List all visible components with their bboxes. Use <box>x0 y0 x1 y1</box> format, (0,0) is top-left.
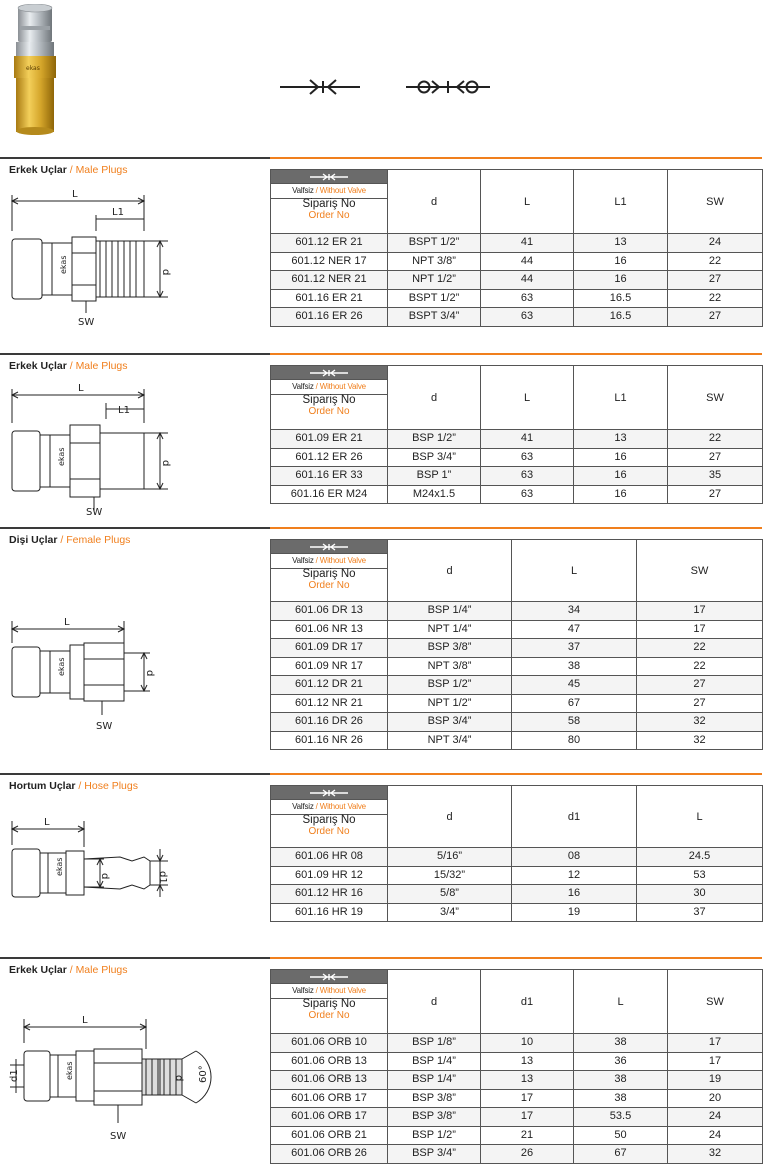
column-header: d <box>388 366 481 430</box>
column-header: L <box>512 540 637 602</box>
order-no-cell: 601.12 ER 26 <box>271 448 388 467</box>
spec-cell: 34 <box>512 602 637 621</box>
svg-text:d: d <box>160 460 171 467</box>
spec-cell: 41 <box>481 430 574 449</box>
without-valve-label: Valfsiz / Without Valve <box>271 800 387 815</box>
spec-cell: BSP 3/4” <box>388 1145 481 1164</box>
spec-cell: 16 <box>574 467 668 486</box>
order-no-cell: 601.06 NR 13 <box>271 620 388 639</box>
column-header: SW <box>668 170 763 234</box>
spec-cell: M24x1.5 <box>388 485 481 504</box>
spec-cell: 35 <box>668 467 763 486</box>
spec-cell: 47 <box>512 620 637 639</box>
table-row <box>271 308 763 327</box>
spec-cell: 22 <box>637 657 763 676</box>
section-rule-accent <box>270 527 762 529</box>
order-no-cell: 601.06 ORB 17 <box>271 1089 388 1108</box>
svg-text:SW: SW <box>96 721 113 732</box>
svg-text:SW: SW <box>78 317 95 328</box>
column-header: SW <box>668 366 763 430</box>
spec-cell: 17 <box>637 620 763 639</box>
spec-cell: 16 <box>574 485 668 504</box>
column-header: SW <box>637 540 763 602</box>
column-header: d <box>388 170 481 234</box>
table-row <box>271 885 763 904</box>
column-header: L <box>481 170 574 234</box>
table-row <box>271 448 763 467</box>
section-title: Dişi Uçlar / Female Plugs <box>9 534 131 546</box>
product-photo <box>4 4 66 136</box>
spec-cell: 17 <box>481 1108 574 1127</box>
spec-cell: 16.5 <box>574 308 668 327</box>
spec-cell: 27 <box>668 485 763 504</box>
section-rule-accent <box>270 773 762 775</box>
order-no-label: Sipariş No Order No <box>302 198 356 221</box>
spec-cell: 20 <box>668 1089 763 1108</box>
svg-text:SW: SW <box>86 507 103 518</box>
spec-cell: 37 <box>512 639 637 658</box>
order-no-cell: 601.09 HR 12 <box>271 866 388 885</box>
table-row <box>271 1052 763 1071</box>
column-header: d <box>388 786 512 848</box>
coupling-symbol-icon <box>271 540 387 554</box>
spec-cell: 53 <box>637 866 763 885</box>
order-no-label: Sipariş No Order No <box>302 814 356 837</box>
spec-cell: 32 <box>637 713 763 732</box>
order-no-cell: 601.06 ORB 26 <box>271 1145 388 1164</box>
spec-cell: 27 <box>668 308 763 327</box>
order-no-cell: 601.12 NER 21 <box>271 271 388 290</box>
order-no-cell: 601.09 DR 17 <box>271 639 388 658</box>
svg-text:ekas: ekas <box>57 447 66 466</box>
table-row <box>271 866 763 885</box>
spec-cell: 21 <box>481 1126 574 1145</box>
without-valve-label: Valfsiz / Without Valve <box>271 554 387 569</box>
order-no-cell: 601.06 ORB 21 <box>271 1126 388 1145</box>
spec-cell: 30 <box>637 885 763 904</box>
spec-cell: 27 <box>637 694 763 713</box>
table-row <box>271 620 763 639</box>
spec-cell: 38 <box>574 1071 668 1090</box>
spec-cell: 37 <box>637 903 763 922</box>
svg-text:L: L <box>82 1015 88 1026</box>
spec-cell: NPT 3/8” <box>388 252 481 271</box>
order-no-cell: 601.16 ER M24 <box>271 485 388 504</box>
table-row <box>271 639 763 658</box>
orb-male-plug-drawing <box>0 979 268 1164</box>
spec-cell: 5/16” <box>388 848 512 867</box>
column-header: L1 <box>574 366 668 430</box>
section-title: Erkek Uçlar / Male Plugs <box>9 164 128 176</box>
svg-text:d1: d1 <box>9 1069 20 1082</box>
section-rule <box>0 353 270 355</box>
spec-table <box>270 365 763 504</box>
section-rule-accent <box>270 157 762 159</box>
coupling-without-valve-symbol <box>280 80 360 94</box>
coupling-symbol-icon <box>271 170 387 184</box>
coupling-symbol-icon <box>271 786 387 800</box>
table-row <box>271 430 763 449</box>
column-header: d <box>388 540 512 602</box>
spec-cell: 13 <box>481 1052 574 1071</box>
male-plug-drawing <box>0 179 268 329</box>
table-row <box>271 657 763 676</box>
order-no-header <box>271 970 388 1034</box>
spec-cell: 24 <box>668 1126 763 1145</box>
spec-cell: 22 <box>668 252 763 271</box>
order-no-cell: 601.06 ORB 10 <box>271 1034 388 1053</box>
spec-cell: 50 <box>574 1126 668 1145</box>
spec-cell: 67 <box>512 694 637 713</box>
coupling-with-valve-symbol <box>406 81 490 93</box>
spec-cell: 13 <box>481 1071 574 1090</box>
spec-cell: 19 <box>512 903 637 922</box>
spec-cell: 44 <box>481 252 574 271</box>
column-header: d <box>388 970 481 1034</box>
spec-cell: BSP 1/8” <box>388 1034 481 1053</box>
svg-text:ekas: ekas <box>65 1061 74 1080</box>
section-rule-accent <box>270 957 762 959</box>
table-row <box>271 602 763 621</box>
spec-cell: 27 <box>668 448 763 467</box>
spec-cell: 16.5 <box>574 289 668 308</box>
spec-cell: 22 <box>668 430 763 449</box>
order-no-label: Sipariş No Order No <box>302 568 356 591</box>
male-plug-drawing <box>0 375 268 520</box>
order-no-cell: 601.06 ORB 13 <box>271 1052 388 1071</box>
spec-cell: 17 <box>637 602 763 621</box>
spec-cell: NPT 3/8” <box>388 657 512 676</box>
section-rule-accent <box>270 353 762 355</box>
spec-cell: 10 <box>481 1034 574 1053</box>
column-header: d1 <box>481 970 574 1034</box>
spec-cell: 53.5 <box>574 1108 668 1127</box>
table-row <box>271 271 763 290</box>
spec-cell: 19 <box>668 1071 763 1090</box>
order-no-label: Sipariş No Order No <box>302 394 356 417</box>
spec-cell: 5/8” <box>388 885 512 904</box>
svg-text:d: d <box>99 873 110 880</box>
spec-cell: BSP 3/8” <box>388 1089 481 1108</box>
female-plug-drawing <box>0 549 268 749</box>
table-row <box>271 848 763 867</box>
order-no-cell: 601.06 ORB 13 <box>271 1071 388 1090</box>
spec-cell: 16 <box>574 271 668 290</box>
coupling-symbol-icon <box>271 970 387 984</box>
svg-text:ekas: ekas <box>57 657 66 676</box>
spec-cell: BSP 1/2” <box>388 1126 481 1145</box>
spec-cell: 63 <box>481 467 574 486</box>
spec-table <box>270 969 763 1164</box>
section-title: Erkek Uçlar / Male Plugs <box>9 360 128 372</box>
spec-cell: 63 <box>481 308 574 327</box>
order-no-cell: 601.16 HR 19 <box>271 903 388 922</box>
order-no-cell: 601.12 HR 16 <box>271 885 388 904</box>
spec-cell: BSP 1/2” <box>388 676 512 695</box>
order-no-cell: 601.12 NER 17 <box>271 252 388 271</box>
table-row <box>271 1145 763 1164</box>
without-valve-label: Valfsiz / Without Valve <box>271 984 387 999</box>
spec-cell: 22 <box>668 289 763 308</box>
spec-cell: 27 <box>668 271 763 290</box>
spec-cell: 38 <box>574 1034 668 1053</box>
spec-cell: 36 <box>574 1052 668 1071</box>
order-no-header <box>271 366 388 430</box>
svg-text:L: L <box>78 383 84 394</box>
column-header: L <box>574 970 668 1034</box>
spec-cell: 17 <box>481 1089 574 1108</box>
spec-cell: 24 <box>668 1108 763 1127</box>
svg-text:d: d <box>160 269 171 276</box>
table-row <box>271 485 763 504</box>
spec-cell: 13 <box>574 430 668 449</box>
svg-text:L: L <box>64 617 70 628</box>
spec-cell: 38 <box>512 657 637 676</box>
spec-cell: 16 <box>574 252 668 271</box>
spec-cell: NPT 1/2” <box>388 694 512 713</box>
order-no-cell: 601.06 DR 13 <box>271 602 388 621</box>
order-no-cell: 601.06 ORB 17 <box>271 1108 388 1127</box>
spec-cell: BSP 1/2” <box>388 430 481 449</box>
spec-cell: BSP 1/4” <box>388 602 512 621</box>
spec-cell: 27 <box>637 676 763 695</box>
spec-cell: 63 <box>481 289 574 308</box>
spec-cell: 16 <box>574 448 668 467</box>
table-row <box>271 1071 763 1090</box>
table-row <box>271 1089 763 1108</box>
svg-text:ekas: ekas <box>59 255 68 274</box>
svg-text:ekas: ekas <box>55 857 64 876</box>
spec-cell: NPT 1/2” <box>388 271 481 290</box>
order-no-cell: 601.09 ER 21 <box>271 430 388 449</box>
table-row <box>271 676 763 695</box>
table-row <box>271 1034 763 1053</box>
column-header: L <box>481 366 574 430</box>
spec-cell: 38 <box>574 1089 668 1108</box>
order-no-cell: 601.16 ER 21 <box>271 289 388 308</box>
spec-cell: 13 <box>574 234 668 253</box>
order-no-header <box>271 170 388 234</box>
order-no-cell: 601.16 ER 33 <box>271 467 388 486</box>
order-no-header <box>271 786 388 848</box>
spec-cell: 17 <box>668 1052 763 1071</box>
spec-cell: BSPT 3/4” <box>388 308 481 327</box>
svg-text:d: d <box>144 670 155 677</box>
section-rule <box>0 527 270 529</box>
svg-text:SW: SW <box>110 1131 127 1142</box>
spec-cell: 16 <box>512 885 637 904</box>
spec-cell: 41 <box>481 234 574 253</box>
section-title: Hortum Uçlar / Hose Plugs <box>9 780 138 792</box>
order-no-header <box>271 540 388 602</box>
section-title: Erkek Uçlar / Male Plugs <box>9 964 128 976</box>
order-no-cell: 601.16 ER 26 <box>271 308 388 327</box>
spec-cell: 32 <box>668 1145 763 1164</box>
spec-cell: 24.5 <box>637 848 763 867</box>
column-header: SW <box>668 970 763 1034</box>
table-row <box>271 903 763 922</box>
spec-cell: 63 <box>481 485 574 504</box>
table-row <box>271 252 763 271</box>
spec-cell: 80 <box>512 731 637 750</box>
spec-table <box>270 539 763 750</box>
order-no-cell: 601.09 NR 17 <box>271 657 388 676</box>
spec-cell: BSP 1/4” <box>388 1071 481 1090</box>
section-rule <box>0 157 270 159</box>
spec-cell: 15/32” <box>388 866 512 885</box>
spec-cell: 22 <box>637 639 763 658</box>
spec-cell: 26 <box>481 1145 574 1164</box>
order-no-cell: 601.12 ER 21 <box>271 234 388 253</box>
table-row <box>271 713 763 732</box>
spec-cell: BSPT 1/2” <box>388 234 481 253</box>
hose-plug-drawing <box>0 795 268 935</box>
without-valve-label: Valfsiz / Without Valve <box>271 380 387 395</box>
photo-logo: ekas <box>26 65 40 72</box>
table-row <box>271 1126 763 1145</box>
svg-text:d1: d1 <box>157 871 168 884</box>
svg-text:L1: L1 <box>118 405 130 416</box>
section-rule <box>0 773 270 775</box>
table-row <box>271 234 763 253</box>
spec-cell: BSP 3/8” <box>388 639 512 658</box>
without-valve-label: Valfsiz / Without Valve <box>271 184 387 199</box>
column-header: L <box>637 786 763 848</box>
spec-cell: 44 <box>481 271 574 290</box>
spec-cell: BSP 3/8” <box>388 1108 481 1127</box>
spec-cell: 45 <box>512 676 637 695</box>
spec-cell: NPT 1/4” <box>388 620 512 639</box>
svg-text:L: L <box>72 189 78 200</box>
order-no-cell: 601.16 DR 26 <box>271 713 388 732</box>
order-no-cell: 601.12 DR 21 <box>271 676 388 695</box>
spec-cell: 67 <box>574 1145 668 1164</box>
order-no-cell: 601.06 HR 08 <box>271 848 388 867</box>
svg-text:d: d <box>173 1075 184 1082</box>
spec-cell: 17 <box>668 1034 763 1053</box>
column-header: L1 <box>574 170 668 234</box>
spec-cell: 63 <box>481 448 574 467</box>
spec-cell: 08 <box>512 848 637 867</box>
coupling-symbol-icon <box>271 366 387 380</box>
svg-text:60°: 60° <box>198 1065 209 1083</box>
spec-cell: 58 <box>512 713 637 732</box>
svg-text:L1: L1 <box>112 207 124 218</box>
table-row <box>271 467 763 486</box>
spec-cell: 24 <box>668 234 763 253</box>
table-row <box>271 1108 763 1127</box>
order-no-cell: 601.12 NR 21 <box>271 694 388 713</box>
svg-text:L: L <box>44 817 50 828</box>
spec-cell: BSPT 1/2” <box>388 289 481 308</box>
spec-cell: BSP 3/4” <box>388 713 512 732</box>
spec-cell: 12 <box>512 866 637 885</box>
spec-table <box>270 169 763 327</box>
section-rule <box>0 957 270 959</box>
order-no-label: Sipariş No Order No <box>302 998 356 1021</box>
spec-cell: BSP 1/4” <box>388 1052 481 1071</box>
spec-table <box>270 785 763 922</box>
table-row <box>271 289 763 308</box>
table-row <box>271 731 763 750</box>
spec-cell: 3/4” <box>388 903 512 922</box>
spec-cell: BSP 1” <box>388 467 481 486</box>
header-symbols <box>278 74 498 100</box>
spec-cell: BSP 3/4” <box>388 448 481 467</box>
column-header: d1 <box>512 786 637 848</box>
spec-cell: 32 <box>637 731 763 750</box>
order-no-cell: 601.16 NR 26 <box>271 731 388 750</box>
table-row <box>271 694 763 713</box>
spec-cell: NPT 3/4” <box>388 731 512 750</box>
